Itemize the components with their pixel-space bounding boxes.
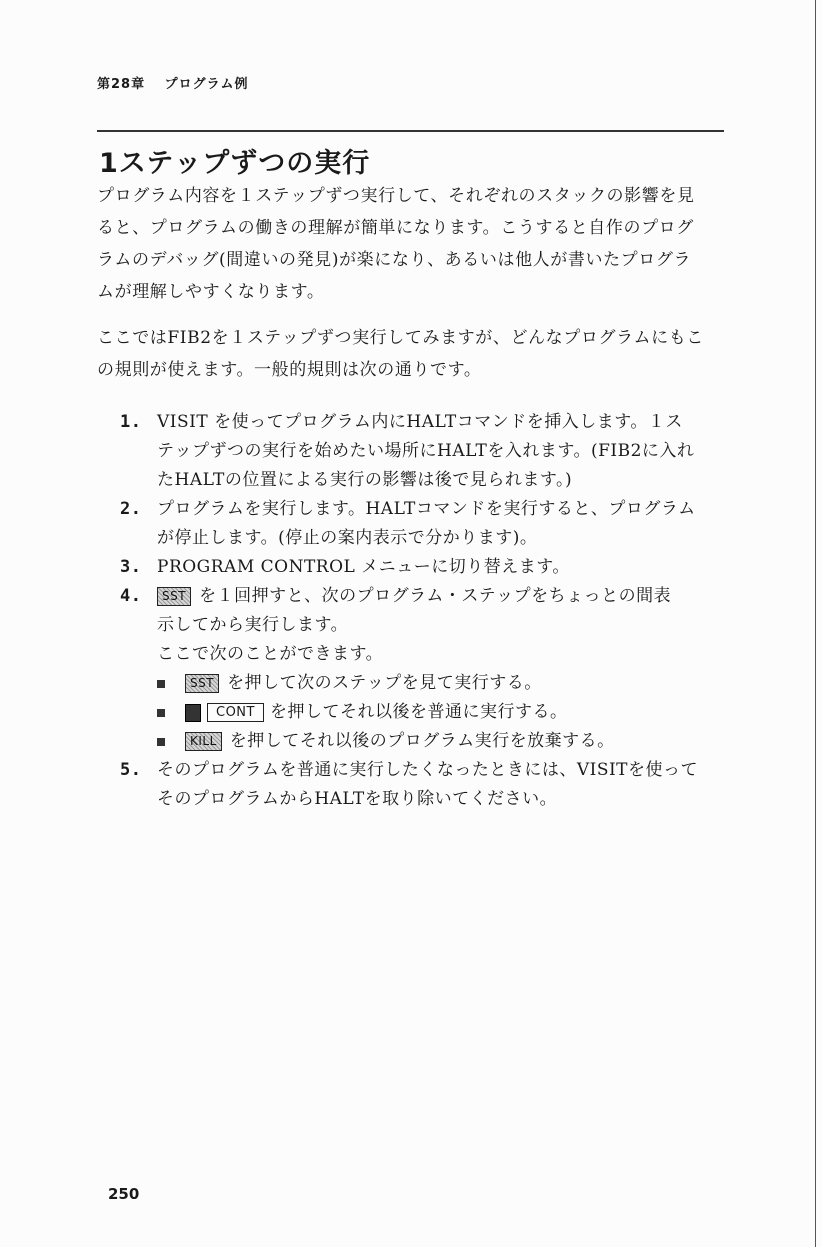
section-title: 1ステップずつの実行	[99, 148, 371, 179]
cont-key-icon: CONT	[207, 703, 264, 722]
step-line: テップずつの実行を始めたい場所にHALTを入れます。(FIB2に入れ	[157, 441, 695, 461]
rule-paragraph	[97, 322, 727, 386]
paragraph-line: ムが理解しやすくなります。	[97, 282, 325, 302]
bullet-square-icon	[157, 680, 165, 688]
step-text	[157, 553, 730, 582]
step-number: 1.	[120, 412, 142, 432]
sst-key-icon: SST	[185, 674, 219, 693]
step-line: PROGRAM CONTROL メニューに切り替えます。	[157, 557, 570, 577]
bullet-text: を押して次のステップを見て実行する。	[227, 673, 542, 693]
step-item	[120, 408, 730, 495]
option-bullet	[157, 669, 730, 698]
bullet-text: を押してそれ以後のプログラム実行を放棄する。	[229, 731, 615, 751]
paragraph-line: ると、プログラムの働きの理解が簡単になります。こうすると自作のプログ	[97, 218, 694, 238]
page-edge-rule	[815, 0, 816, 1247]
step-text	[157, 756, 730, 814]
paragraph-line: の規則が使えます。一般的規則は次の通りです。	[97, 360, 482, 380]
page-number: 250	[108, 1185, 140, 1203]
step-line: そのプログラムからHALTを取り除いてください。	[157, 789, 558, 809]
step-item	[120, 495, 730, 553]
paragraph-line: ここではFIB2を１ステップずつ実行してみますが、どんなプログラムにもこ	[97, 328, 704, 348]
step-number: 5.	[120, 760, 142, 780]
step-item	[120, 553, 730, 582]
step-line: ここで次のことができます。	[157, 644, 384, 664]
step-line: が停止します。(停止の案内表示で分かります)。	[157, 528, 538, 548]
chapter-title: プログラム例	[164, 77, 249, 92]
step-line: たHALTの位置による実行の影響は後で見られます。)	[157, 470, 573, 490]
step-text	[157, 495, 730, 553]
chapter-number: 第28章	[97, 77, 146, 92]
step-line: そのプログラムを普通に実行したくなったときには、VISITを使って	[157, 760, 699, 780]
step-text	[157, 408, 730, 495]
step-text	[157, 582, 730, 756]
kill-key-icon: KILL	[185, 732, 222, 751]
intro-paragraph	[97, 180, 727, 308]
step-number: 3.	[120, 557, 142, 577]
shift-key-icon	[185, 704, 201, 722]
step-line: 示してから実行します。	[157, 615, 349, 635]
step-line-text: を１回押すと、次のプログラム・ステップをちょっとの間表	[199, 586, 672, 606]
step-number: 2.	[120, 499, 142, 519]
step-list	[120, 408, 730, 814]
bullet-text: を押してそれ以後を普通に実行する。	[269, 702, 568, 722]
option-bullet	[157, 698, 730, 727]
running-head	[97, 73, 249, 92]
sst-key-icon: SST	[157, 587, 191, 606]
option-bullet	[157, 727, 730, 756]
bullet-square-icon	[157, 738, 165, 746]
bullet-square-icon	[157, 709, 165, 717]
step-number: 4.	[120, 586, 142, 606]
step-item	[120, 756, 730, 814]
title-divider	[97, 130, 724, 132]
step-line	[157, 582, 730, 611]
step-line: VISIT を使ってプログラム内にHALTコマンドを挿入します。１ス	[157, 412, 683, 432]
step-item	[120, 582, 730, 756]
paragraph-line: ラムのデバッグ(間違いの発見)が楽になり、あるいは他人が書いたプログラ	[97, 250, 692, 270]
step-line: プログラムを実行します。HALTコマンドを実行すると、プログラム	[157, 499, 696, 519]
paragraph-line: プログラム内容を１ステップずつ実行して、それぞれのスタックの影響を見	[97, 186, 695, 206]
